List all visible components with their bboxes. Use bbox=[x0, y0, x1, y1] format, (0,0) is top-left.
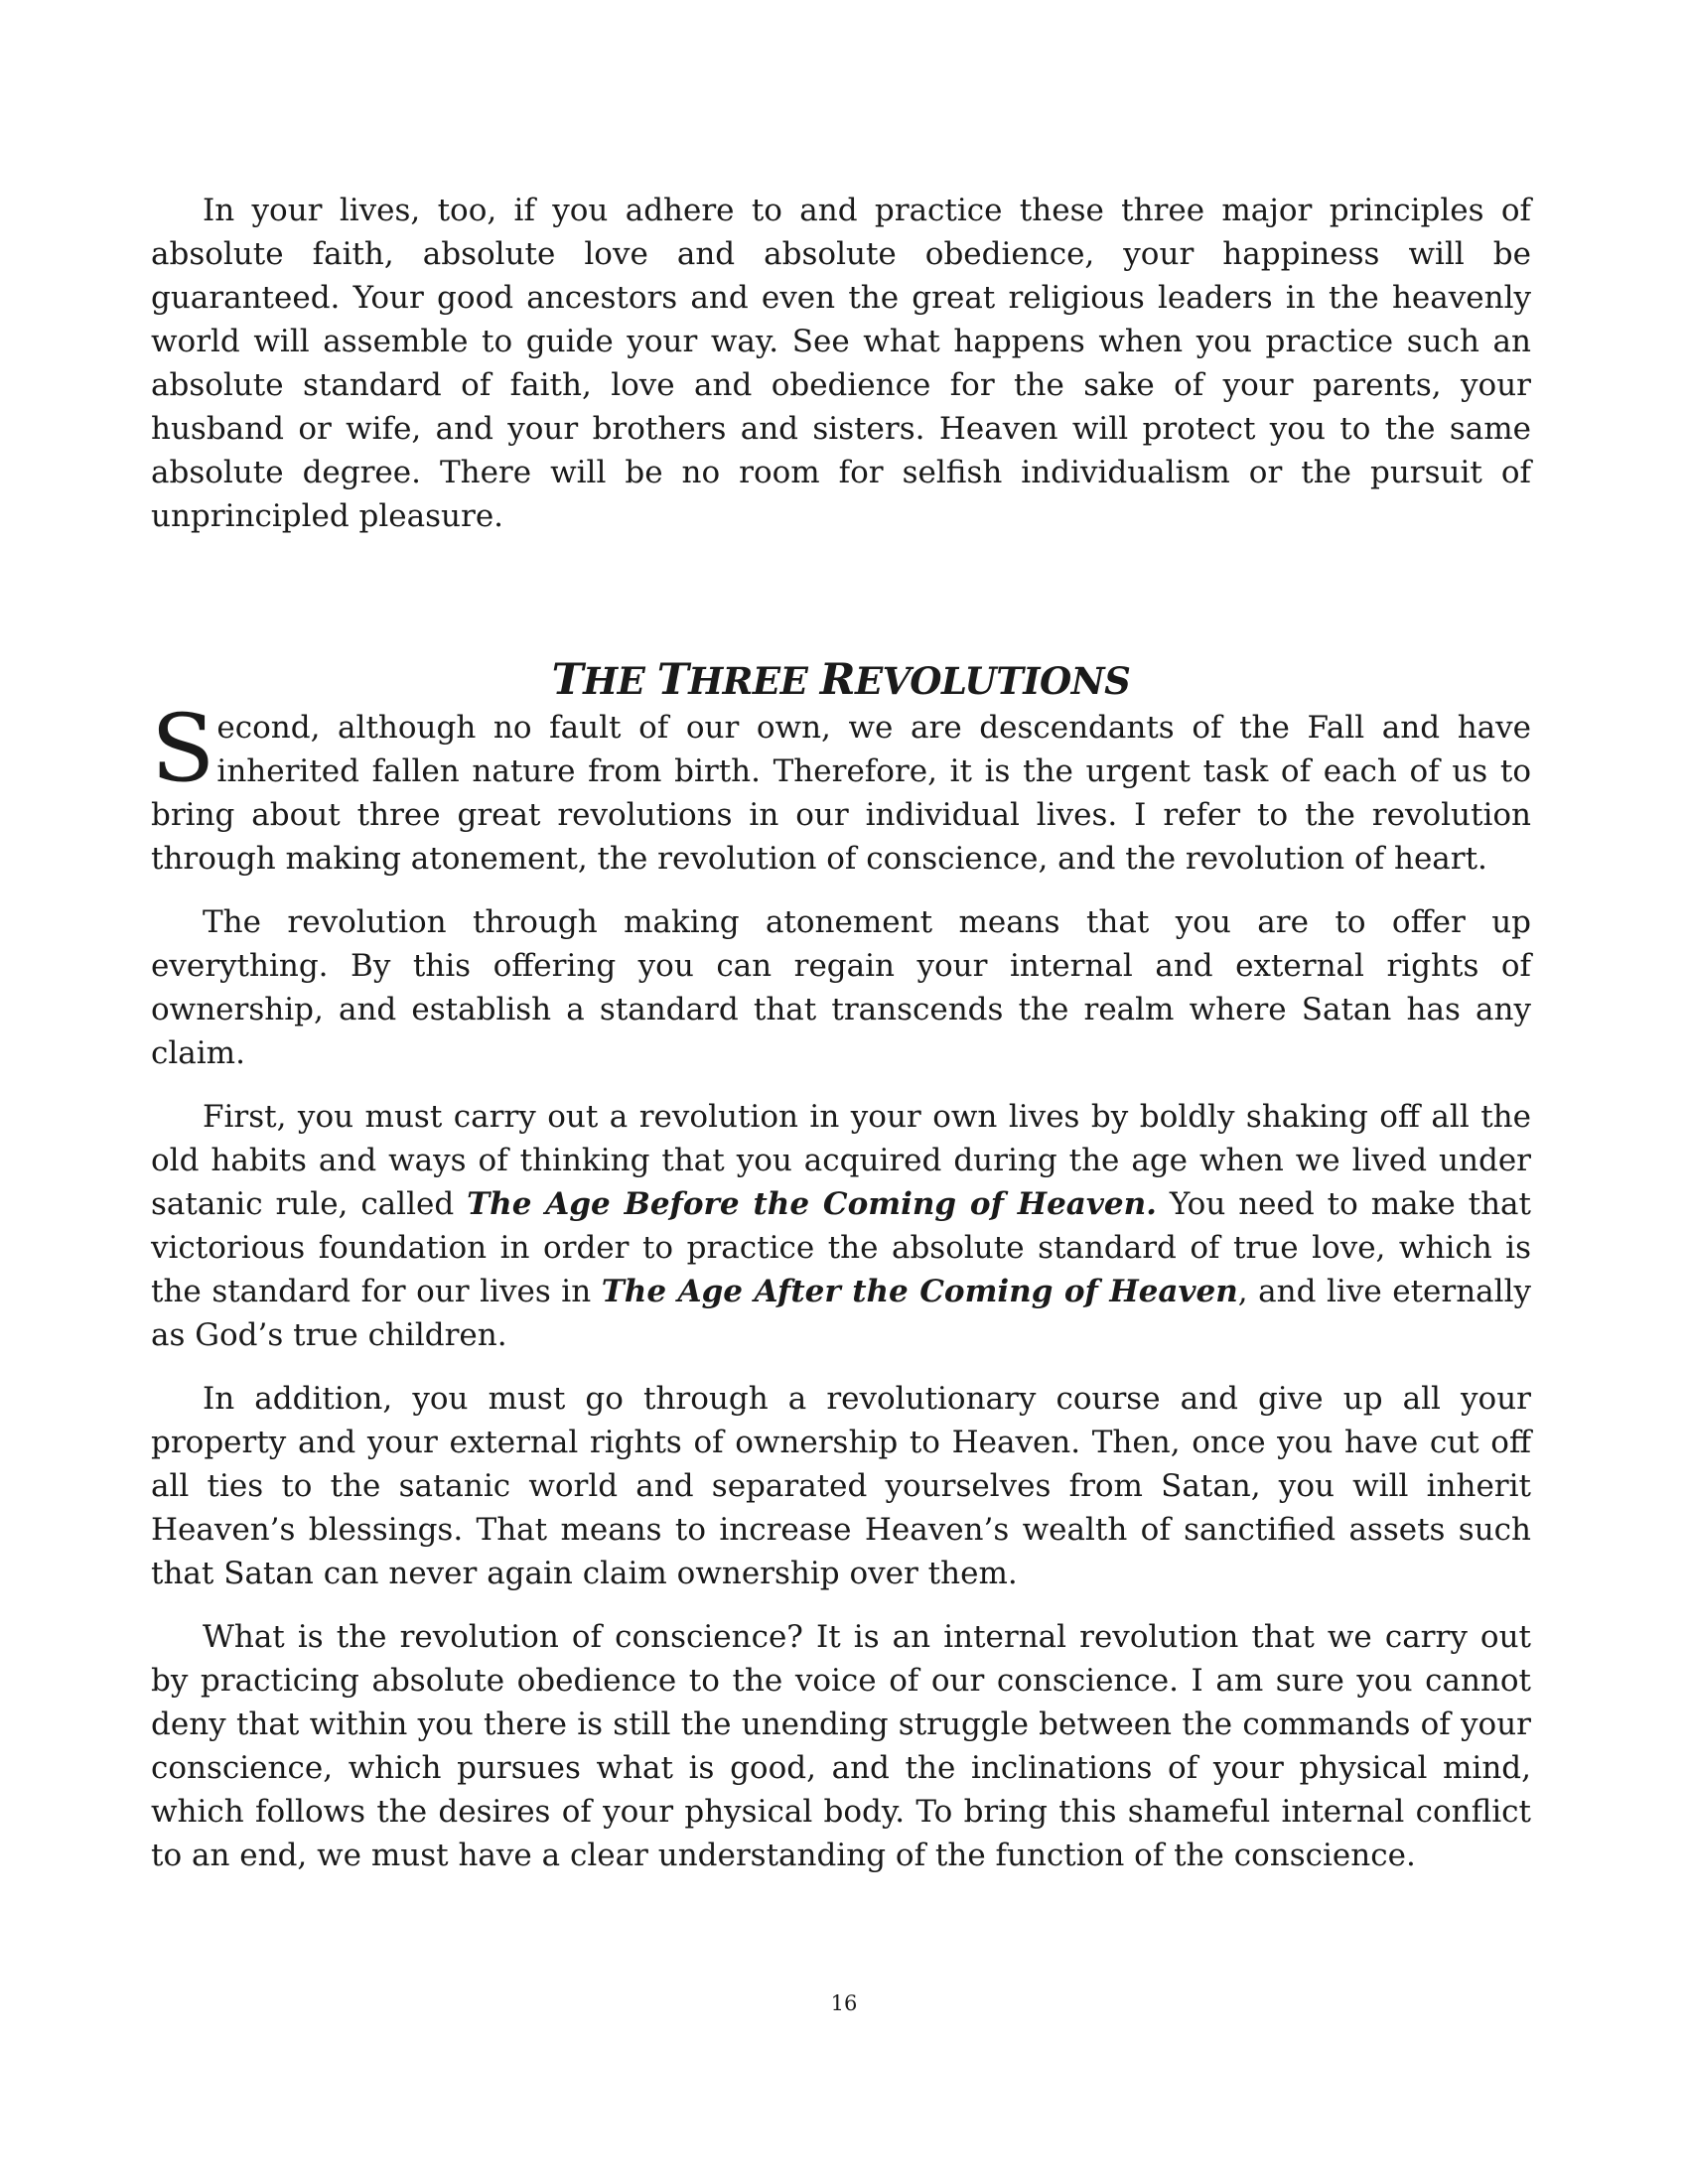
page-content bbox=[151, 189, 1531, 1877]
heading-cap: T bbox=[551, 655, 584, 705]
section-spacer bbox=[151, 538, 1531, 655]
book-title: The Age After the Coming of Heaven bbox=[601, 1274, 1238, 1309]
paragraph: In addition, you must go through a revolutionary course and give up all your property and your external rights of ownership to Heaven. Then, once you have cut off all ties to the satanic world and separated yourselves from Satan, you will inherit Heaven’s blessings. That means to increase Heaven’s wealth of sanctified assets such that Satan can never again claim ownership over them. bbox=[151, 1381, 1531, 1591]
paragraph-text: First, you must carry out a revolution in your own lives by boldly shaking off all the old habits and ways of thinking that you acquired during the age when we lived under satanic rule, called bbox=[151, 1099, 1531, 1222]
heading-cap: T bbox=[656, 655, 689, 705]
paragraph bbox=[151, 695, 1531, 881]
section-heading bbox=[151, 655, 1531, 706]
paragraph: The revolution through making atonement means that you are to offer up everything. By this offering you can regain your internal and external rights of ownership, and establish a standard that transcends the realm where Satan has any claim. bbox=[151, 904, 1531, 1071]
drop-cap: S bbox=[151, 695, 215, 803]
paragraph-text: , and live eternally as God’s true children. bbox=[151, 1274, 1531, 1353]
paragraph: In your lives, too, if you adhere to and practice these three major principles of absolute faith, absolute love and absolute obedience, your happiness will be guaranteed. Your good ancestors and even the great religious leaders in the heavenly world will assemble to guide your way. See what happens when you practice such an absolute standard of faith, love and obedience for the sake of your parents, your husband or wife, and your brothers and sisters. Heaven will protect you to the same absolute degree. There will be no room for selfish individualism or the pursuit of unprincipled pleasure. bbox=[151, 193, 1531, 534]
heading-text: HE bbox=[583, 659, 657, 703]
paragraph bbox=[151, 1095, 1531, 1357]
heading-text: HREE bbox=[688, 659, 820, 703]
page-number: 16 bbox=[830, 1991, 858, 2015]
book-title: The Age Before the Coming of Heaven. bbox=[467, 1186, 1157, 1222]
paragraph: What is the revolution of conscience? It is an internal revolution that we carry out by practicing absolute obedience to the voice of our conscience. I am sure you cannot deny that within you there is still the unending struggle between the commands of your conscience, which pursues what is good, and the inclinations of your physical mind, which follows the desires of your physical body. To bring this shameful internal conflict to an end, we must have a clear understanding of the function of the conscience. bbox=[151, 1619, 1531, 1873]
paragraph-text: econd, although no fault of our own, we are descendants of the Fall and have inherited fallen nature from birth. Therefore, it is the urgent task of each of us to bring about three great revolutions in our individual lives. I refer to the revolution through making atonement, the revolution of conscience, and the revolution of heart. bbox=[151, 710, 1531, 877]
paragraph-text: You need to make that victorious foundation in order to practice the absolute standard of true love, which is the standard for our lives in bbox=[151, 1186, 1531, 1309]
heading-text: EVOLUTIONS bbox=[854, 659, 1131, 703]
heading-cap: R bbox=[819, 655, 855, 705]
